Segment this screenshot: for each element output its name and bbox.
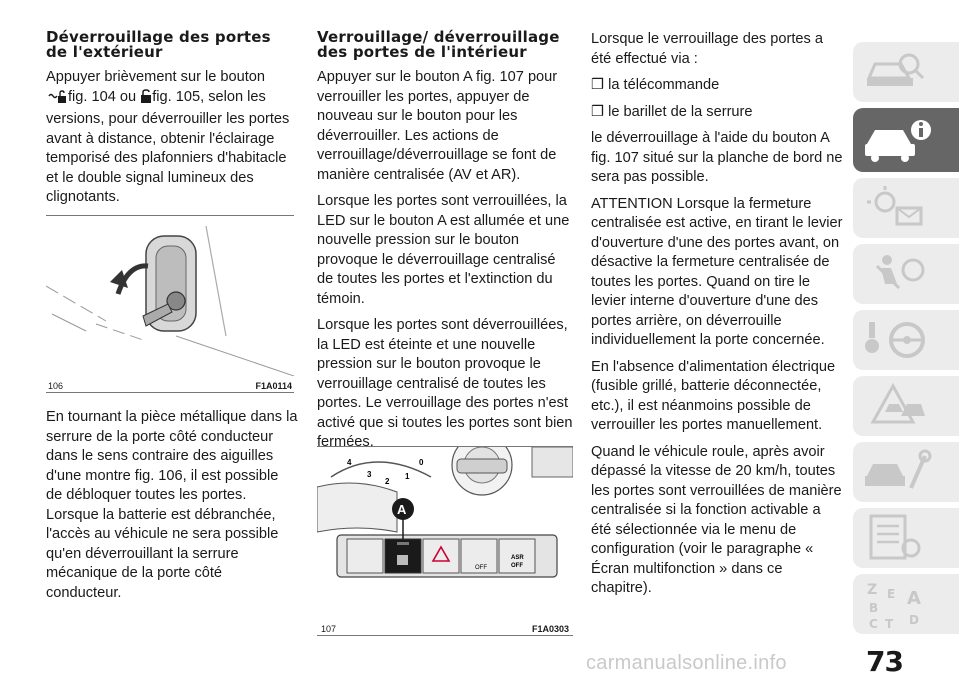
index-letter: B <box>869 601 879 615</box>
tab-car-search[interactable] <box>853 42 959 102</box>
paragraph: ATTENTION Lorsque la fermeture centralisée est active, en tirant le levier d'ouverture d'une des portes avant, on désactive la fermeture centralisée de toutes les portes. Quand on tire le levier interne d'ouverture d'une des portes arrière, on déverrouille individuellement la porte concernée. <box>591 195 843 348</box>
section-heading-exterior: Déverrouillage des portes de l'extérieur <box>46 28 271 61</box>
car-wrench-icon <box>863 448 933 496</box>
column-3 <box>591 30 843 606</box>
button-label: OFF <box>475 565 487 571</box>
figure-106 <box>46 215 294 393</box>
text-span: Appuyer brièvement sur le bouton <box>46 69 266 85</box>
bullet-item: ❒ le barillet de la serrure <box>591 103 753 120</box>
alphabet-index-icon <box>863 580 933 632</box>
index-letter: D <box>909 613 919 627</box>
dial-label: 4 <box>347 458 352 467</box>
watermark: carmanualsonline.info <box>586 652 787 674</box>
tab-car-info[interactable] <box>853 108 959 172</box>
padlock-open-icon <box>140 89 152 111</box>
paragraph <box>46 68 294 208</box>
bullet-item: ❒ la télécommande <box>591 77 720 93</box>
index-letter: T <box>885 617 894 631</box>
figure-caption <box>317 622 573 636</box>
dial-label: 2 <box>385 477 390 486</box>
index-letter: C <box>869 617 878 631</box>
figure-caption <box>46 379 294 393</box>
callout-label-a: A <box>397 502 407 517</box>
paragraph: Appuyer sur le bouton A fig. 107 pour verrouiller les portes, appuyer de nouveau sur le bouton pour les déverrouiller. Les actions de verrouillage/déverrouillage se font de manière centralisée (AV et AR). <box>317 69 558 183</box>
figure-number: 107 <box>321 624 337 634</box>
car-info-icon <box>863 114 933 166</box>
column-1 <box>46 30 294 215</box>
tab-alphabet-index[interactable] <box>853 574 959 634</box>
tab-car-crash-warning[interactable] <box>853 376 959 436</box>
dashboard-button-illustration <box>317 447 573 619</box>
column-1-lower <box>46 408 298 610</box>
page-number: 73 <box>866 645 903 678</box>
remote-unlock-icon <box>46 90 68 111</box>
paragraph: Lorsque le verrouillage des portes a été effectué via : <box>591 31 824 67</box>
text-span: fig. 105, selon les versions, pour déverrouiller les portes avant à distance, obtenir l'éclairage temporisé des plafonniers d'habitacle et le double signal lumineux des clignotants. <box>46 88 290 205</box>
warning-lights-icon <box>863 184 933 232</box>
index-letter: A <box>907 588 921 609</box>
column-2 <box>317 30 573 460</box>
text-span: fig. 104 ou <box>68 88 137 105</box>
tab-checklist[interactable] <box>853 508 959 568</box>
paragraph: Lorsque les portes sont déverrouillées, la LED est éteinte et une nouvelle pression sur le bouton provoque le verrouillage centralisé de toutes les portes. Le verrouillage des portes n'est activé que si toutes les portes sont bien fermées. <box>317 317 573 450</box>
paragraph: En tournant la pièce métallique dans la serrure de la porte côté conducteur dans le sens contraire des aiguilles d'une montre fig. 106, il est possible de débloquer toutes les portes. Lorsque la batterie est débranchée, l'accès au véhicule ne sera possible qu'en déverrouillant la serrure mécanique de la porte côté conducteur. <box>46 409 298 601</box>
car-search-icon <box>863 48 933 96</box>
dial-label: 1 <box>405 472 410 481</box>
steering-key-icon <box>863 316 933 364</box>
tab-seat-airbag[interactable] <box>853 244 959 304</box>
paragraph: le déverrouillage à l'aide du bouton A fig. 107 situé sur la planche de bord ne sera pas possible. <box>591 130 843 185</box>
paragraph: Quand le véhicule roule, après avoir dépassé la vitesse de 20 km/h, toutes les portes sont verrouillées de manière centralisée si la fonction activable a été sélectionnée via le menu de configuration (voir le paragraphe « Écran multifonction » dans ce chapitre). <box>591 443 842 596</box>
seat-airbag-icon <box>863 250 933 298</box>
dial-label: 0 <box>419 458 424 467</box>
button-label: OFF <box>511 563 523 569</box>
button-label: ASR <box>511 555 524 561</box>
tab-steering-key[interactable] <box>853 310 959 370</box>
index-letter: E <box>887 587 896 601</box>
figure-code: F1A0303 <box>531 624 569 634</box>
section-heading-interior: Verrouillage/ déverrouillage des portes de l'intérieur <box>317 28 560 61</box>
paragraph: En l'absence d'alimentation électrique (fusible grillé, batterie déconnectée, etc.), il est néanmoins possible de verrouiller les portes manuellement. <box>591 358 836 433</box>
paragraph: Lorsque les portes sont verrouillées, la LED sur le bouton A est allumée et une nouvelle pression sur le bouton provoque le déverrouillage centralisé de toutes les portes et l'extinction du témoin. <box>317 193 570 307</box>
tab-car-wrench[interactable] <box>853 442 959 502</box>
checklist-icon <box>863 514 933 562</box>
figure-107 <box>317 446 573 636</box>
car-crash-warning-icon <box>863 382 933 430</box>
door-lock-illustration <box>46 216 294 376</box>
index-letter: Z <box>867 582 878 598</box>
figure-number: 106 <box>48 381 64 391</box>
figure-code: F1A0114 <box>255 381 292 391</box>
tab-warning-lights[interactable] <box>853 178 959 238</box>
dial-label: 3 <box>367 470 372 479</box>
